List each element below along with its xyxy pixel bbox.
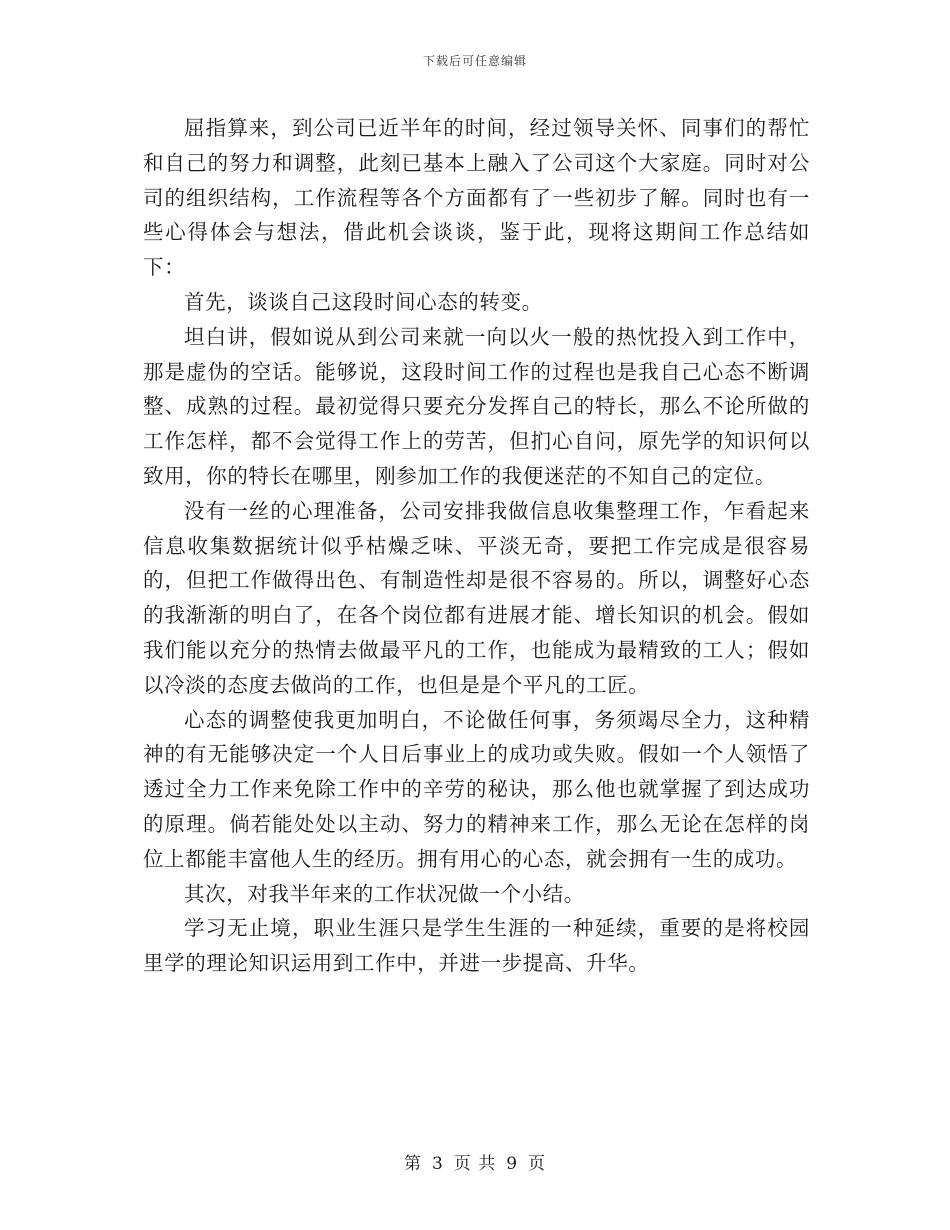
paragraph-second-topic: 其次，对我半年来的工作状况做一个小结。: [184, 881, 585, 906]
footer-total-pages: 9: [506, 1154, 519, 1174]
document-body: [143, 111, 810, 981]
paragraph-honesty: 坦白讲，假如说从到公司来就一向以火一般的热忱投入到工作中，那是虚伪的空话。能够说，这段时间工作的过程也是我自己心态不断调整、成熟的过程。最初觉得只要充分发挥自己的特长，那么不论所做的工作怎样，都不会觉得工作上的劳苦，但扪心自问，原先学的知识何以致用，你的特长在哪里，刚参加工作的我便迷茫的不知自己的定位。: [143, 324, 810, 488]
footer-suffix: 页: [528, 1154, 547, 1174]
page-footer: [0, 1153, 950, 1175]
paragraph-assignment: 没有一丝的心理准备，公司安排我做信息收集整理工作，乍看起来信息收集数据统计似乎枯燥乏味、平淡无奇，要把工作完成是很容易的，但把工作做得出色、有制造性却是很不容易的。所以，调整好心态的我渐渐的明白了，在各个岗位都有进展才能、增长知识的机会。假如我们能以充分的热情去做最平凡的工作，也能成为最精致的工人；假如以冷淡的态度去做尚的工作，也但是是个平凡的工匠。: [143, 498, 810, 697]
paragraph-intro: 屈指算来，到公司已近半年的时间，经过领导关怀、同事们的帮忙和自己的努力和调整，此刻已基本上融入了公司这个大家庭。同时对公司的组织结构，工作流程等各个方面都有了一些初步了解。同时也有一些心得体会与想法，借此机会谈谈，鉴于此，现将这期间工作总结如下：: [143, 116, 810, 280]
footer-page-number: 3: [431, 1154, 444, 1174]
footer-middle: 页 共: [453, 1154, 497, 1174]
paragraph-learning: 学习无止境，职业生涯只是学生生涯的一种延续，重要的是将校园里学的理论知识运用到工作中，并进一步提高、升华。: [143, 916, 810, 976]
paragraph-first-topic: 首先，谈谈自己这段时间心态的转变。: [184, 289, 543, 314]
page-header: 下载后可任意编辑: [422, 54, 527, 68]
footer-prefix: 第: [403, 1154, 422, 1174]
paragraph-attitude: 心态的调整使我更加明白，不论做任何事，务须竭尽全力，这种精神的有无能够决定一个人日后事业上的成功或失败。假如一个人领悟了透过全力工作来免除工作中的辛劳的秘诀，那么他也就掌握了到达成功的原理。倘若能处处以主动、努力的精神来工作，那么无论在怎样的岗位上都能丰富他人生的经历。拥有用心的心态，就会拥有一生的成功。: [143, 707, 810, 871]
